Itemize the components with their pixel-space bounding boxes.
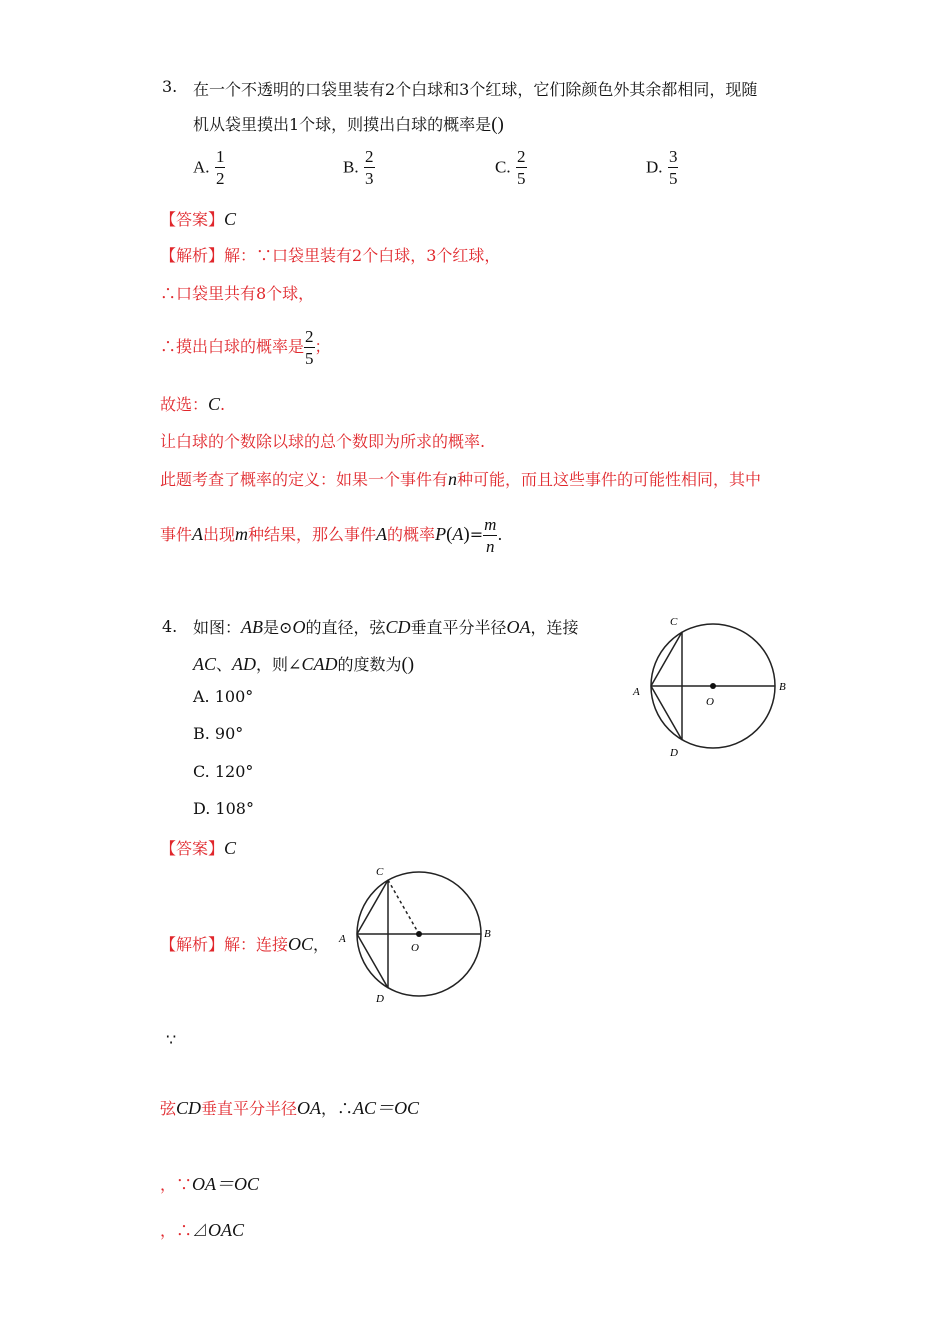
q3-analysis-line3: ∴摸出白球的概率是 $\frac{2}{5}$ ； [160, 327, 331, 368]
fig1-segment-ac [651, 632, 682, 686]
fig1-label-b: B [779, 681, 786, 693]
q4-answer-paren: () [401, 654, 415, 675]
q3-option-b[interactable]: B. $\frac{2}{3}$ [343, 147, 374, 188]
fig1-label-o: O [706, 696, 714, 708]
q3-option-c[interactable]: C. $\frac{2}{5}$ [495, 147, 526, 188]
q4-analysis-line1: 【解析】解：连接OC， [160, 934, 330, 954]
q4-because: ∵ [166, 1030, 177, 1049]
q4-text-line2: AC、AD，则∠CAD的度数为() [193, 654, 415, 675]
q3-answer: 【答案】C [160, 209, 237, 229]
fig2-label-o: O [411, 942, 419, 954]
fig2-segment-ac [357, 880, 388, 934]
fig1-label-a: A [633, 686, 640, 698]
fig2-label-a: A [339, 933, 346, 945]
q4-option-a[interactable]: A. 100° [193, 687, 254, 706]
fig2-label-c: C [376, 866, 384, 878]
q4-figure-circle [628, 612, 798, 762]
q4-figure-solution [336, 862, 496, 1008]
q3-note1: 让白球的个数除以球的总个数即为所求的概率. [160, 432, 486, 451]
fig2-segment-ad [357, 934, 388, 988]
q4-step2: ，∵OA＝OC [160, 1174, 260, 1194]
q3-analysis-line2: ∴口袋里共有8个球， [160, 284, 315, 303]
fig2-segment-oc-dashed [388, 880, 419, 934]
fig1-center-dot [710, 683, 716, 689]
q3-text-line2: 机从袋里摸出1个球，则摸出白球的概率是() [193, 114, 504, 135]
q3-note3: 事件A出现m种结果，那么事件A的概率P(A)= $\frac{m}{n}$ . [160, 515, 503, 556]
q3-option-a[interactable]: A. $\frac{1}{2}$ [193, 147, 225, 188]
q3-note2: 此题考查了概率的定义：如果一个事件有n种可能，而且这些事件的可能性相同，其中 [160, 469, 762, 489]
q3-text-line1: 在一个不透明的口袋里装有2个白球和3个红球，它们除颜色外其余都相同，现随 [193, 80, 758, 99]
fig2-label-d: D [376, 993, 384, 1005]
q3-number: 3. [162, 77, 178, 96]
fig2-label-b: B [484, 928, 491, 940]
fig1-segment-ad [651, 686, 682, 740]
q4-option-c[interactable]: C. 120° [193, 762, 254, 781]
q4-number: 4. [162, 617, 178, 636]
q3-option-d[interactable]: D. $\frac{3}{5}$ [646, 147, 678, 188]
q3-choose: 故选：C. [160, 394, 226, 414]
q4-step1: 弦CD垂直平分半径OA，∴AC＝OC [160, 1098, 420, 1118]
q3-analysis-line1: 【解析】解：∵口袋里装有2个白球，3个红球， [160, 246, 501, 265]
fig1-label-d: D [670, 747, 678, 759]
q4-option-d[interactable]: D. 108° [193, 799, 254, 818]
q4-answer: 【答案】C [160, 838, 237, 858]
q3-answer-paren: () [491, 114, 504, 135]
q4-text-line1: 如图：AB是⊙O的直径，弦CD垂直平分半径OA，连接 [193, 617, 579, 637]
q4-option-b[interactable]: B. 90° [193, 724, 244, 743]
fig2-center-dot [416, 931, 422, 937]
q4-step3: ，∴⊿OAC [160, 1220, 245, 1240]
fig1-label-c: C [670, 616, 678, 628]
